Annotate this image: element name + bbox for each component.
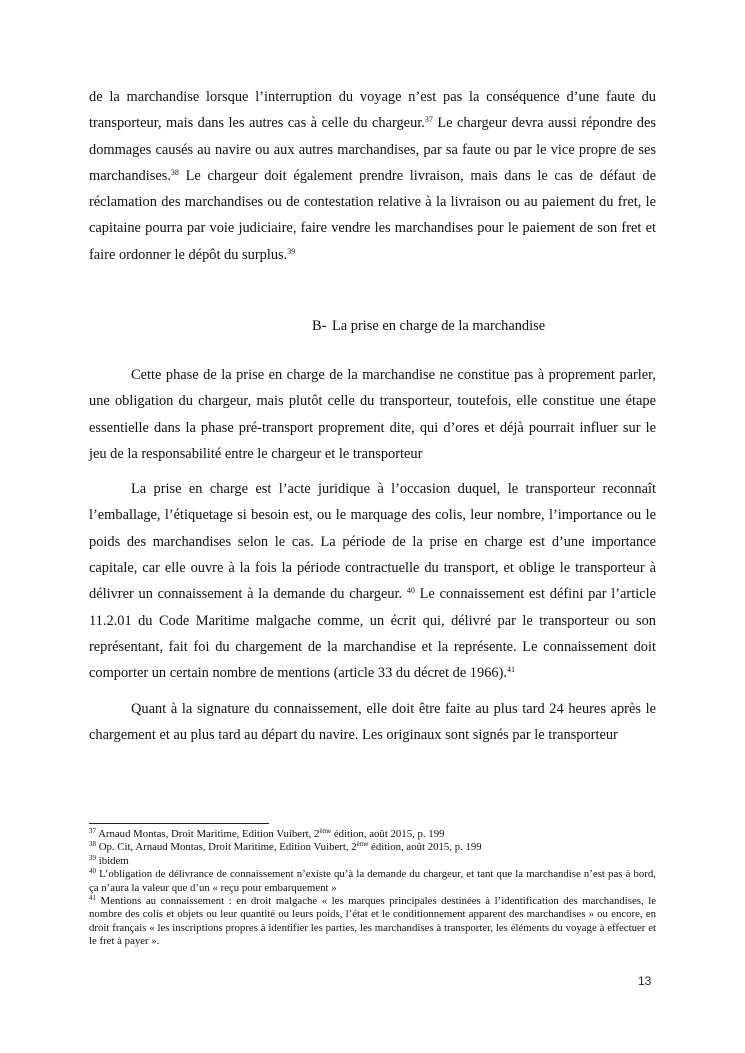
footnote-text: ibidem bbox=[96, 854, 129, 867]
footnotes bbox=[89, 828, 656, 949]
body-section-bottom bbox=[89, 362, 656, 748]
footnote-text: Arnaud Montas, Droit Maritime, Edition Vuibert, 2 bbox=[96, 828, 320, 840]
footnote-40 bbox=[89, 868, 656, 895]
section-heading-number: B- bbox=[312, 318, 327, 334]
footnote-number: 41 bbox=[89, 894, 96, 903]
paragraph-1-text-a: de la marchandise lorsque l’interruption du voyage n’est pas la conséquence d’une faute du transporteur, mais dans les autres cas à celle du chargeur. bbox=[89, 89, 656, 132]
paragraph-2: Cette phase de la prise en charge de la marchandise ne constitue pas à proprement parler, une obligation du chargeur, mais plutôt celle du transporteur, toutefois, elle constitue une étape essentielle dans la phase pré-transport proprement dite, qui d’ores et déjà pourrait influer sur le jeu de la responsabilité entre le chargeur et le transporteur bbox=[89, 367, 656, 462]
footnote-text: Op. Cit, Arnaud Montas, Droit Maritime, Edition Vuibert, 2 bbox=[96, 841, 357, 854]
footnote-41 bbox=[89, 895, 656, 949]
paragraph-1-text-c: Le chargeur doit également prendre livraison, mais dans le cas de défaut de réclamation des marchandises ou de contestation relative à la livraison ou au paiement du fret, le capitaine pourra par voie judiciaire, faire vendre les marchandises pour le paiement de son fret et faire ordonner le dépôt du surplus. bbox=[89, 167, 656, 263]
paragraph-3-text-b: Le connaissement est défini par l’article 11.2.01 du Code Maritime malgache comme, un écrit qui, délivré par le transporteur ou son représentant, fait foi du chargement de la marchandise et la représente. Le connaissement doit comporter un certain nombre de mentions (article 33 du décret de 1966). bbox=[89, 586, 656, 682]
footnote-number: 38 bbox=[89, 840, 96, 849]
footnote-text-tail: édition, août 2015, p. 199 bbox=[331, 828, 445, 840]
paragraph-3 bbox=[89, 476, 656, 686]
footnote-ref-37[interactable]: 37 bbox=[424, 115, 433, 125]
footnote-ref-41[interactable]: 41 bbox=[506, 665, 515, 675]
footnote-39 bbox=[89, 855, 656, 868]
footnote-ref-38[interactable]: 38 bbox=[170, 167, 179, 177]
footnote-ref-39[interactable]: 39 bbox=[287, 246, 296, 256]
footnote-number: 40 bbox=[89, 867, 96, 876]
footnote-38 bbox=[89, 841, 656, 854]
footnote-separator bbox=[89, 823, 269, 824]
footnote-number: 37 bbox=[89, 827, 96, 835]
paragraph-4: Quant à la signature du connaissement, elle doit être faite au plus tard 24 heures après le chargement et au plus tard au départ du navire. Les originaux sont signés par le transporteur bbox=[89, 700, 656, 743]
paragraph-1 bbox=[89, 84, 656, 268]
footnote-text: Mentions au connaissement : en droit malgache « les marques principales destinées à l’identification des marchandises, le nombre des colis et objets ou leur quantité ou leurs poids, l’état et le conditionnement apparent des marchandises » ou encore, en droit français « les inscriptions propres à identifier les parties, les marchandises à transporter, les éléments du voyage à effectuer et le fret à payer ». bbox=[89, 895, 656, 948]
footnote-superscript: ème bbox=[319, 827, 332, 835]
footnote-text-tail: édition, août 2015, p. 199 bbox=[368, 841, 482, 854]
section-heading bbox=[312, 316, 545, 336]
paragraph-3-text-a: La prise en charge est l’acte juridique à l’occasion duquel, le transporteur reconnaît l’emballage, l’étiquetage si besoin est, ou le marquage des colis, leur nombre, l’importance ou le poids des marchandises selon le cas. La période de la prise en charge est d’une importance capitale, car elle ouvre à la fois la période contractuelle du transport, et oblige le transporteur à délivrer un connaissement à la demande du chargeur. bbox=[89, 481, 656, 603]
footnote-text: L’obligation de délivrance de connaissement n’existe qu’à la demande du chargeur, et tant que la marchandise n’est pas à bord, ça n’aura la valeur que d’un « reçu pour embarquement » bbox=[89, 868, 656, 894]
footnote-superscript: ème bbox=[356, 840, 369, 849]
footnote-number: 39 bbox=[89, 853, 96, 862]
paragraph-1-text-b: Le chargeur devra aussi répondre des dommages causés au navire ou aux autres marchandises, par sa faute ou par le vice propre de ses marchandises. bbox=[89, 115, 656, 184]
page-number: 13 bbox=[638, 974, 652, 988]
section-heading-title: La prise en charge de la marchandise bbox=[332, 318, 546, 334]
body-section-top bbox=[89, 84, 656, 268]
footnote-ref-40[interactable]: 40 bbox=[406, 586, 415, 596]
footnote-37 bbox=[89, 828, 656, 841]
